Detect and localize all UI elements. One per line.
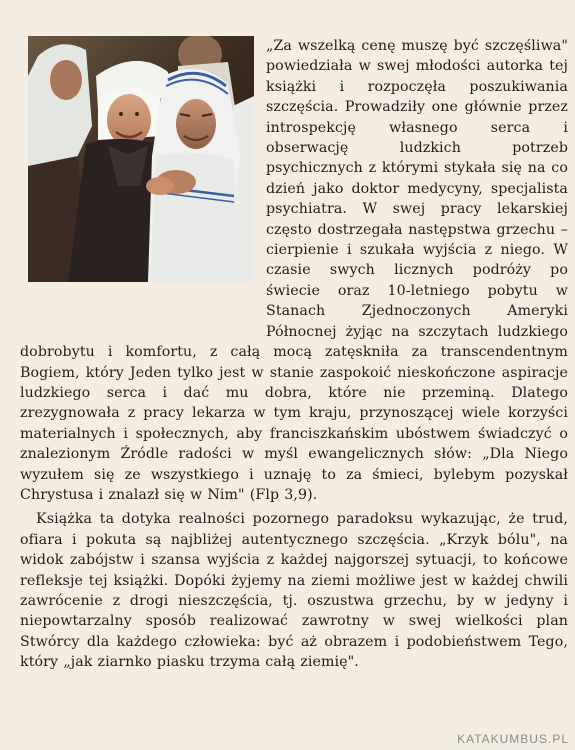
blurb-paragraph-1: „Za wszelką cenę muszę być szczęśliwa" powiedziała w swej młodości autorka tej książki i rozpoczęła poszukiwania szczęścia. Prowadziły one głównie przez introspekcję własnego serca i obserwację ludzkich potrzeb psychicznych z którymi stykała się na co dzień jako doktor medycyny, specjalista psychiatra. W swej pracy lekarskiej często dostrzegała następstwa grzechu – cierpienie i szukała wyjścia z niego. W czasie swych licznych podróży po świecie oraz 10-letniego pobytu w Stanach Zjednoczonych Ameryki Północnej żyjąc na szczytach ludzkiego dobrobytu i komfortu, z całą mocą zatęskniła za transcendentnym Bogiem, który Jeden tylko jest w stanie zaspokoić nieskończone aspiracje ludzkiego serca i dać mu dobra, które nie przeminą. Dlatego zrezygnowała z pracy lekarza w tym kraju, przynoszącej wiele korzyści materialnych i społecznych, aby franciszkańskim ubóstwem świadczyć o znalezionym Źródle radości w myśl ewangelicznych słów: „Dla Niego wyzułem się ze wszystkiego i uznaję to za śmieci, bylebym pozyskał Chrystusa i znalazł się w Nim" (Flp 3,9).: [20, 38, 568, 503]
photo-spacer: [20, 36, 266, 322]
watermark: KATAKUMBUS.PL: [457, 732, 569, 746]
blurb-paragraph-2: Książka ta dotyka realności pozornego paradoksu wykazując, że trud, ofiara i pokuta są najbliżej autentycznego szczęścia. „Krzyk bólu", na widok zabójstw i szansa wyjścia z każdej najgorszej sytuacji, to końcowe refleksje tej książki. Dopóki żyjemy na ziemi możliwe jest w każdej chwili zawrócenie z drogi nieszczęścia, tj. oszustwa grzechu, by w jedyny i niepowtarzalny sposób realizować zawrotny w swej wielkości plan Stwórcy dla każdego człowieka: być aż obrazem i podobieństwem Tego, który „jak ziarnko piasku trzyma całą ziemię".: [20, 511, 568, 671]
blurb-text: [20, 36, 568, 673]
